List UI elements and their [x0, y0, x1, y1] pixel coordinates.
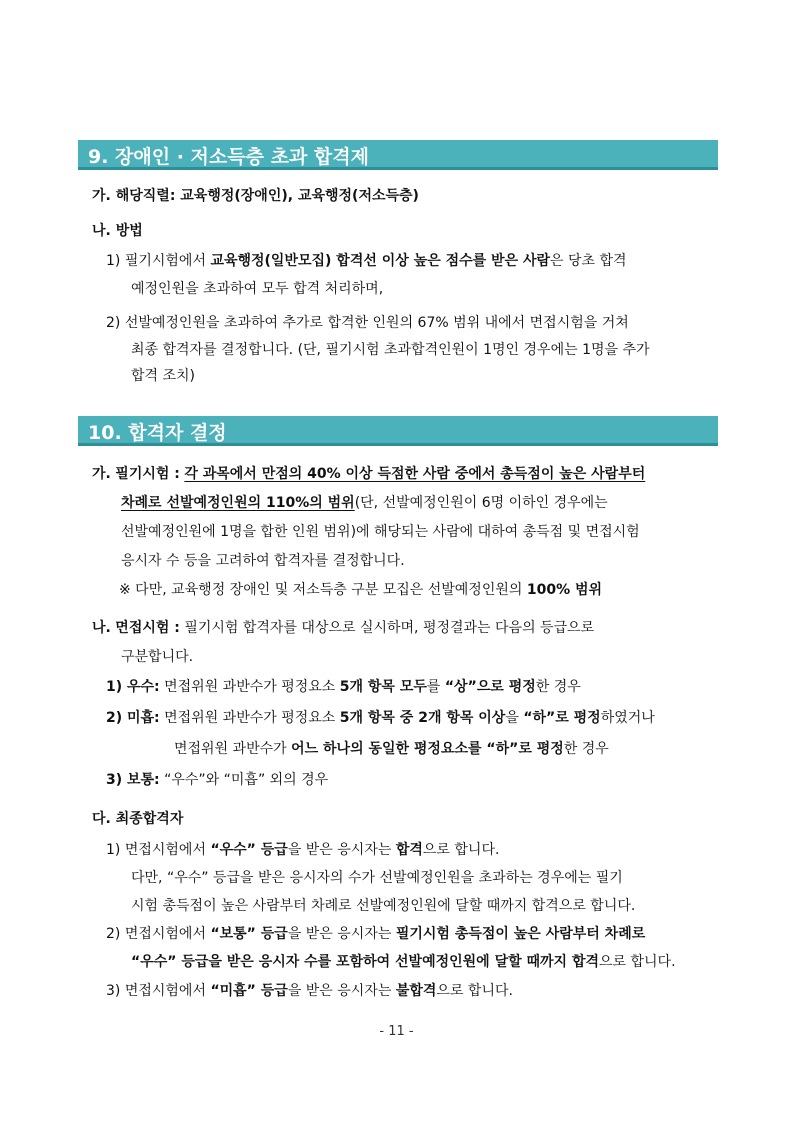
section-9-header: [78, 140, 718, 170]
da-item1-t1: 면접시험에서: [124, 842, 211, 858]
da-item3-t1: 면접시험에서: [124, 983, 211, 999]
s9-item2-num: 2): [106, 315, 121, 331]
s9-ga-marker: 가.: [92, 188, 111, 204]
s9-item2-line3: 합격 조치): [131, 368, 196, 384]
s10-ga-note-text: ※ 다만, 교육행정 장애인 및 저소득층 구분 모집은 선발예정인원의: [119, 582, 527, 598]
s9-item1-post: 은 당초 합격: [550, 253, 627, 269]
grade-average-t1: “우수”와 “미흡” 외의 경우: [159, 772, 329, 788]
da-item3-t2: 을 받은 응시자는: [287, 983, 396, 999]
s10-ga-special-note: [119, 580, 602, 600]
grade-poor-b2: “하”로 평정: [523, 710, 601, 726]
da-item2-b1: “보통” 등급: [210, 926, 288, 942]
da-item1-t2: 을 받은 응시자는: [287, 842, 396, 858]
s10-da-item1-cont2: 시험 총득점이 높은 사람부터 차례로 선발예정인원에 달할 때까지 합격으로 합니다.: [131, 898, 636, 914]
grade-poor-t1: 면접위원 과반수가 평정요소: [159, 710, 340, 726]
s10-grade-excellent: [106, 677, 581, 697]
s10-da-marker: 다.: [92, 811, 111, 827]
da-item2-b2: 필기시험 총득점이 높은 사람부터 차례로: [395, 926, 646, 942]
s10-da-item1-cont1: 다만, “우수” 등급을 받은 응시자의 수가 선발예정인원을 초과하는 경우에는 필기: [131, 870, 623, 886]
s10-na-line2: 구분합니다.: [121, 649, 194, 665]
s9-ga-label: 해당직렬: 교육행정(장애인), 교육행정(저소득층): [115, 188, 419, 204]
s10-ga-note-bold: 100% 범위: [526, 582, 603, 598]
s9-na-label: 방법: [115, 223, 143, 239]
s10-ga-line1: [92, 464, 645, 484]
section-9-title: 9. 장애인 · 저소득층 초과 합격제: [88, 146, 369, 168]
s10-grade-poor-cont: [174, 739, 609, 759]
s10-ga-label: 필기시험 :: [115, 466, 180, 482]
s10-ga-line3: 선발예정인원에 1명을 합한 인원 범위)에 해당되는 사람에 대하여 총득점 및 면접시험: [121, 524, 640, 540]
s10-da-item1: [106, 840, 499, 860]
da-item1-t3: 으로 합니다.: [422, 842, 500, 858]
grade-poor-cb: 어느 하나의 동일한 평정요소를 “하”로 평정: [291, 741, 564, 757]
da-item2-t1: 면접시험에서: [124, 926, 211, 942]
da-item2-num: 2): [106, 926, 121, 942]
s9-item1-bold: 교육행정(일반모집) 합격선 이상 높은 점수를 받은 사람: [210, 253, 551, 269]
s10-grade-average: [106, 770, 328, 790]
s10-da-label: 최종합격자: [115, 811, 184, 827]
grade-poor-b1: 5개 항목 중 2개 항목 이상: [339, 710, 506, 726]
grade-poor-t2: 을: [505, 710, 524, 726]
da-item2-cont-text: 으로 합니다.: [599, 954, 676, 970]
section-10-header: [78, 416, 718, 446]
s9-item2-line2: 최종 합격자를 결정합니다. (단, 필기시험 초과합격인원이 1명인 경우에는 1명을 추가: [131, 342, 650, 358]
s10-ga-line4: 응시자 수 등을 고려하여 합격자를 결정합니다.: [121, 553, 405, 569]
s9-na: [92, 221, 143, 241]
grade-poor-label: 2) 미흡:: [106, 710, 160, 726]
grade-poor-c2: 한 경우: [563, 741, 609, 757]
grade-poor-t3: 하였거나: [600, 710, 655, 726]
s9-item2-line1: [106, 313, 629, 333]
s10-ga-marker: 가.: [92, 466, 111, 482]
grade-excellent-t3: 한 경우: [535, 679, 581, 695]
s10-na-text: 필기시험 합격자를 대상으로 실시하며, 평정결과는 다음의 등급으로: [179, 620, 595, 636]
s10-ga-range: 차례로 선발예정인원의 110%의 범위: [121, 495, 355, 511]
da-item3-b2: 불합격: [395, 983, 437, 999]
grade-average-label: 3) 보통:: [106, 772, 160, 788]
s9-item2-text1: 선발예정인원을 초과하여 추가로 합격한 인원의 67% 범위 내에서 면접시험을 거쳐: [124, 315, 629, 331]
s10-da-item2: [106, 924, 645, 944]
s10-da-item3: [106, 981, 513, 1001]
da-item3-num: 3): [106, 983, 121, 999]
s9-na-marker: 나.: [92, 223, 111, 239]
s9-ga: [92, 186, 419, 206]
s10-da-item2-cont: [131, 952, 676, 972]
grade-excellent-t2: 를: [426, 679, 445, 695]
da-item1-b1: “우수” 등급: [210, 842, 288, 858]
s10-da: [92, 809, 183, 829]
grade-poor-c1: 면접위원 과반수가: [174, 741, 292, 757]
s10-na-label: 면접시험 :: [115, 620, 180, 636]
da-item3-t3: 으로 합니다.: [436, 983, 513, 999]
da-item2-cont-bold: “우수” 등급을 받은 응시자 수를 포함하여 선발예정인원에 달할 때까지 합격: [131, 954, 599, 970]
s10-ga-note: (단, 선발예정인원이 6명 이하인 경우에는: [354, 495, 608, 511]
page-number: - 11 -: [379, 1024, 414, 1039]
s10-grade-poor: [106, 708, 655, 728]
grade-excellent-t1: 면접위원 과반수가 평정요소: [159, 679, 340, 695]
s9-item1-pre: 필기시험에서: [124, 253, 211, 269]
s10-na-line1: [92, 618, 594, 638]
s10-ga-criteria: 각 과목에서 만점의 40% 이상 득점한 사람 중에서 총득점이 높은 사람부터: [184, 466, 646, 482]
s10-na-marker: 나.: [92, 620, 111, 636]
da-item3-b1: “미흡” 등급: [210, 983, 288, 999]
s9-item1-num: 1): [106, 253, 121, 269]
grade-excellent-b2: “상”으로 평정: [444, 679, 536, 695]
s10-ga-line2: [121, 493, 608, 513]
s9-item1-line1: [106, 251, 627, 271]
da-item2-t2: 을 받은 응시자는: [287, 926, 396, 942]
da-item1-b2: 합격: [395, 842, 423, 858]
da-item1-num: 1): [106, 842, 121, 858]
grade-excellent-label: 1) 우수:: [106, 679, 160, 695]
s9-item1-line2: 예정인원을 초과하여 모두 합격 처리하며,: [131, 281, 384, 297]
grade-excellent-b1: 5개 항목 모두: [339, 679, 427, 695]
section-10-title: 10. 합격자 결정: [88, 422, 227, 444]
